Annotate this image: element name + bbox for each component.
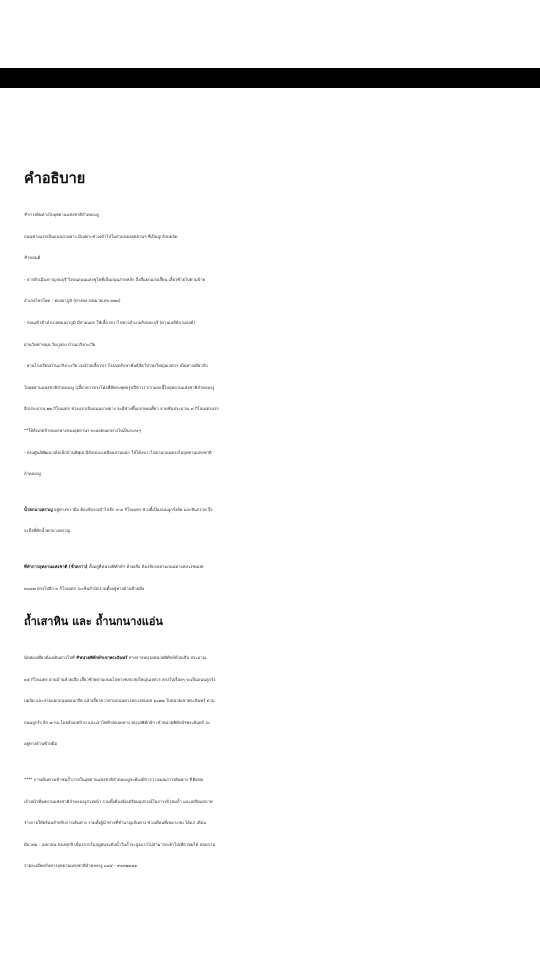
top-black-bar xyxy=(0,68,540,88)
by-car-hashtag: #รถยนต์ xyxy=(24,255,41,261)
route-step-4: - ตรงศูนย์พัฒนาเด็กเล็กบ้านทิพุเย มีลักษณะเหมือนสามแยก ให้โค้งขวาไปตามถนนตรงไปอุทยานแห่งชาติ xyxy=(24,449,212,455)
caves-text-post: ห่างจากหน่วยหน่วยพิทักษ์ห้วยเสือ ประมาณ xyxy=(127,655,207,661)
route-step-3-cont2: อีกประมาณ ๒๒ กิโลเมตร ช่วงแรกเป็นถนนลาดยาง จะมีช่วงขึ้นเขาคดเคี้ยว ลาดชันประมาณ ๓ กิโลเมตรแรก xyxy=(24,406,219,412)
route-step-3: - ผ่านโรงเรียนบ้านเกริงกะเวีย เจอป้ายเลี้ยวขวาไปเขตรักษาพันธุ์สัตว์ป่าทุ่งใหญ่นเรศวร เป็นทางเดียวกับ xyxy=(24,363,208,369)
caves-text-3: บดอัด และสามแยกถนนคอนกรีต แล้วเลี้ยวขวาตามถนนทางหลวงชนบท ๖๐๗๒ ไปหน่วยเขาพระอินทร์ ตาม xyxy=(24,698,215,704)
route-step-1-cont: อำเภอไทรโยค - ทองผาภูมิ (ทางหลวงหมายเลข ๓๒๓) xyxy=(24,298,121,304)
notice-text-1: **** การเดินทางเข้าชมถ้ำภายในอุทยานแห่งชาติลำคลองงูจะต้องมีการวางแผนการเดินทาง #ติดต่อ xyxy=(24,777,204,783)
notice-text-2: เจ้าหน้าที่อุทยานแห่งชาติลำคลองงูล่วงหน้า รวมทั้งต้องจัดเตรียมอุปกรณ์ในการเข้าชมถ้ำ และเตรียมสภาพ xyxy=(24,798,213,804)
caves-text-pre: นักท่องเที่ยวต้องเดินทางไปที่ xyxy=(24,655,77,661)
route-step-3-cont: ไปอุทยานแห่งชาติลำคลองงู (เลี้ยวขวาตรงโค้งที่มีพระพุทธรูปสีขาว) จากแยกนี้ไปอุทยานแห่งชาติลำคลองงู xyxy=(24,384,215,390)
waterfall-text-cont: จะถึงที่พักน้ำตกนางครวญ xyxy=(24,528,71,534)
route-section xyxy=(24,204,524,485)
route-step-2: - ก่อนเข้าตัวอำเภอทองผาภูมิ มีสามแยก ให้เลี้ยวขวาไปทางอำเภอสังขละบุรี (ด่านเจดีย์สามองค์) xyxy=(24,319,195,325)
notice-text-4: มีนาคม - เมษายน ของทุกปี เนื่องจากในฤดูฝนระดับน้ำในถ้ำจะสูงมากไม่สามารถเข้าไปเที่ยวชมได้ สอบถาม xyxy=(24,841,216,847)
waterfall-text: อยู่ทางขวามือ ต้องขับรถเข้าไปอีก ๓-๔ กิโลเมตร ช่วงนี้เป็นถนนลูกรังอัด และหินกรวด จึง xyxy=(52,506,213,512)
route-note: ถนนช่วงแรกเป็นถนนลาดยาง มีเฉพาะช่วงเข้าไปในส่วนของอุทยานฯ ที่เป็นลูกรังบดอัด xyxy=(24,233,178,239)
office-section xyxy=(24,556,524,599)
caves-text-5: อยู่ทางด้านซ้ายมือ xyxy=(24,741,57,747)
notice-section xyxy=(24,769,524,877)
route-step-3-note: **ให้สังเกตป้ายบอกทางของอุทยานฯ จะคอยบอกทางไปเป็นระยะๆ xyxy=(24,427,142,433)
document-body xyxy=(24,166,524,877)
waterfall-section xyxy=(24,499,524,542)
route-step-2-cont: ผ่านวัดท่าขนุน วัดภูล่อง บ้านเกริงกะเวีย xyxy=(24,341,96,347)
notice-text-5: รายละเอียดกับทางอุทยานแห่งชาติลำคลองงู ๐๘๔ - ๙๑๓๒๓๘๑ xyxy=(24,863,138,869)
route-hashtag: #การเดินทางไปอุทยานแห่งชาติลำคลองงู xyxy=(24,212,99,217)
caves-unit-hashtag: #หน่วยพิทักษ์ฯเขาพระอินทร์ xyxy=(76,655,128,661)
route-step-4-cont: ลำคลองงู xyxy=(24,471,41,477)
page-title: คำอธิบาย xyxy=(24,171,86,187)
notice-text-3: ร่างกายให้พร้อมสำหรับการเดินทาง รวมทั้งผู้นำทางที่ชำนาญเส้นทาง ช่วงเดือนที่เหมาะสม ได้แก่ เดือน xyxy=(24,820,206,826)
office-text-cont: ๓๐๘๗ ตรงไปอีก ๓ กิโลเมตร จะเห็นสำนักงานตั้งอยู่ทางด้านซ้ายมือ xyxy=(24,585,145,591)
caves-text-4: ถนนลูกรัง อีก ๗ กม.โดยสังเกตป้าย และเสาไฟฟ้าตลอดทาง หน่วยพิทักษ์ฯ เข้าหน่วยพิทักษ์ฯพระอินทร์ จะ xyxy=(24,719,211,725)
route-step-1: - จากตัวเมืองกาญจนบุรี วิ่งบนถนนแสงชูโตที่เป็นถนนสายหลัก ถึงสี่แยกแก่งเสี้ยน เลี้ยวซ้ายไปตามป้าย xyxy=(24,276,206,282)
caves-title: ถ้ำเสาหิน และ ถ้ำนกนางแอ่น xyxy=(24,615,163,629)
caves-text-2: ๑๕ กิโลเมตร ผ่านบ้านห้วยเสือ เลี้ยวซ้ายตามถนนไปทางชสป.ทุ่งใหญ่นเรศวร ตรงไปเรื่อยๆ จะเป็นถนนลูกรัง xyxy=(24,676,216,682)
office-text: ตั้งอยู่ที่หน่วยพิทักษ์ฯ ห้วยเสือ ต้องขับรถตามถนนทางหลวงชนบท xyxy=(87,563,204,569)
waterfall-name: น้ำตกนางครวญ xyxy=(24,506,53,512)
office-name: ที่ทำการอุทยานแห่งชาติ (ชั่วคราว) xyxy=(24,563,88,569)
caves-section xyxy=(24,647,524,755)
